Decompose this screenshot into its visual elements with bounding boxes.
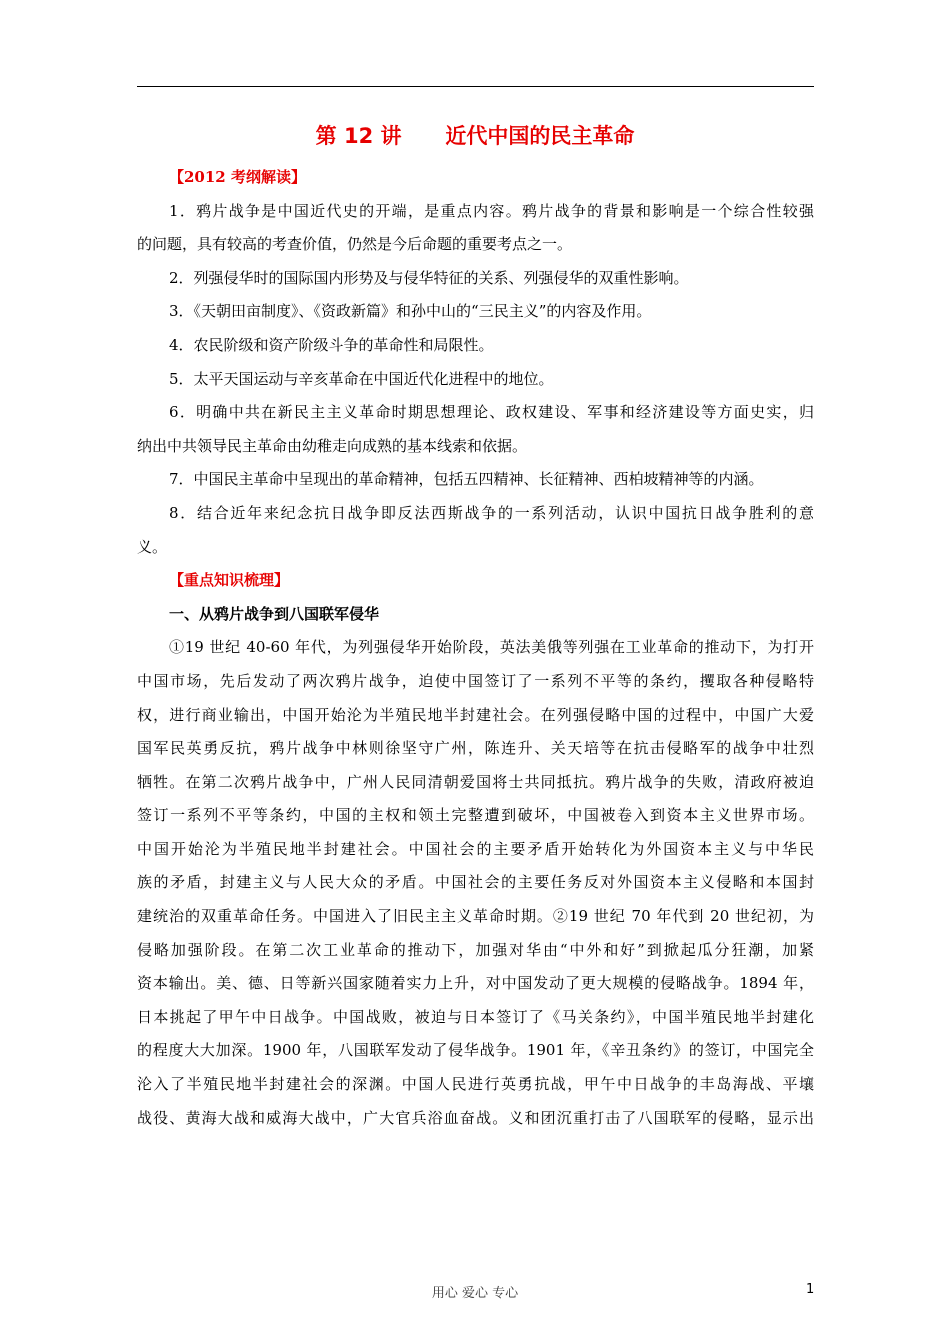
text-line: 资本输出。美、德、日等新兴国家随着实力上升，对中国发动了更大规模的侵略战争。1894 年， bbox=[137, 974, 814, 993]
text-line: 国军民英勇反抗，鸦片战争中林则徐坚守广州，陈连升、关天培等在抗击侵略军的战争中壮烈 bbox=[137, 739, 814, 758]
page-footer: 用心 爱心 专心 bbox=[431, 1286, 519, 1301]
text-line: 的问题，具有较高的考查价值，仍然是今后命题的重要考点之一。 bbox=[137, 235, 573, 254]
text-line: 6．明确中共在新民主主义革命时期思想理论、政权建设、军事和经济建设等方面史实，归 bbox=[169, 403, 814, 422]
syllabus-item-4: 4．农民阶级和资产阶级斗争的革命性和局限性。 bbox=[169, 335, 494, 354]
text-line: 中国开始沦为半殖民地半封建社会。中国社会的主要矛盾开始转化为外国资本主义与中华民 bbox=[137, 839, 814, 858]
text-line: 沦入了半殖民地半封建社会的深渊。中国人民进行英勇抗战，甲午中日战争的丰岛海战、平壤 bbox=[137, 1075, 814, 1094]
text-line: 权，进行商业输出，中国开始沦为半殖民地半封建社会。在列强侵略中国的过程中，中国广大爱 bbox=[137, 705, 814, 724]
body-paragraph bbox=[137, 631, 814, 1135]
page-number: 1 bbox=[806, 1282, 815, 1297]
text-line: 1．鸦片战争是中国近代史的开端，是重点内容。鸦片战争的背景和影响是一个综合性较强 bbox=[169, 201, 814, 220]
subheading: 一、从鸦片战争到八国联军侵华 bbox=[169, 604, 380, 623]
section-heading-syllabus: 【2012 考纲解读】 bbox=[169, 168, 306, 186]
text-line: 侵略加强阶段。在第二次工业革命的推动下，加强对华由“中外和好”到掀起瓜分狂潮，加紧 bbox=[137, 940, 814, 959]
syllabus-item-3: 3．《天朝田亩制度》、《资政新篇》和孙中山的“三民主义”的内容及作用。 bbox=[169, 302, 652, 321]
syllabus-item-7: 7．中国民主革命中呈现出的革命精神，包括五四精神、长征精神、西柏坡精神等的内涵。 bbox=[169, 470, 764, 489]
page-title: 第 12 讲 近代中国的民主革命 bbox=[315, 124, 635, 148]
syllabus-item-8 bbox=[137, 497, 814, 564]
header-rule bbox=[137, 86, 814, 87]
section-heading-key-points: 【重点知识梳理】 bbox=[169, 571, 290, 590]
text-line: 的程度大大加深。1900 年，八国联军发动了侵华战争。1901 年，《辛丑条约》的签订，中国完全 bbox=[137, 1041, 814, 1060]
text-line: 8．结合近年来纪念抗日战争即反法西斯战争的一系列活动，认识中国抗日战争胜利的意 bbox=[169, 503, 814, 522]
syllabus-item-6 bbox=[137, 396, 814, 463]
text-line: 牺牲。在第二次鸦片战争中，广州人民同清朝爱国将士共同抵抗。鸦片战争的失败，清政府被迫 bbox=[137, 772, 814, 791]
text-line: 族的矛盾，封建主义与人民大众的矛盾。中国社会的主要任务反对外国资本主义侵略和本国封 bbox=[137, 873, 814, 892]
syllabus-item-5: 5．太平天国运动与辛亥革命在中国近代化进程中的地位。 bbox=[169, 369, 554, 388]
syllabus-item-1 bbox=[137, 195, 814, 262]
text-line: ①19 世纪 40-60 年代，为列强侵华开始阶段，英法美俄等列强在工业革命的推动下，为打开 bbox=[169, 638, 814, 657]
text-line: 战役、黄海大战和威海大战中，广大官兵浴血奋战。义和团沉重打击了八国联军的侵略，显示出 bbox=[137, 1108, 814, 1127]
text-line: 建统治的双重革命任务。中国进入了旧民主主义革命时期。②19 世纪 70 年代到 20 世纪初，为 bbox=[137, 907, 814, 926]
text-line: 签订一系列不平等条约，中国的主权和领土完整遭到破坏，中国被卷入到资本主义世界市场。 bbox=[137, 806, 814, 825]
syllabus-item-2: 2．列强侵华时的国际国内形势及与侵华特征的关系、列强侵华的双重性影响。 bbox=[169, 268, 689, 287]
document-body bbox=[137, 161, 814, 1135]
text-line: 中国市场，先后发动了两次鸦片战争，迫使中国签订了一系列不平等的条约，攫取各种侵略特 bbox=[137, 671, 814, 690]
text-line: 日本挑起了甲午中日战争。中国战败，被迫与日本签订了《马关条约》，中国半殖民地半封建化 bbox=[137, 1007, 814, 1026]
text-line: 纳出中共领导民主革命由幼稚走向成熟的基本线索和依据。 bbox=[137, 436, 528, 455]
text-line: 义。 bbox=[137, 537, 168, 556]
